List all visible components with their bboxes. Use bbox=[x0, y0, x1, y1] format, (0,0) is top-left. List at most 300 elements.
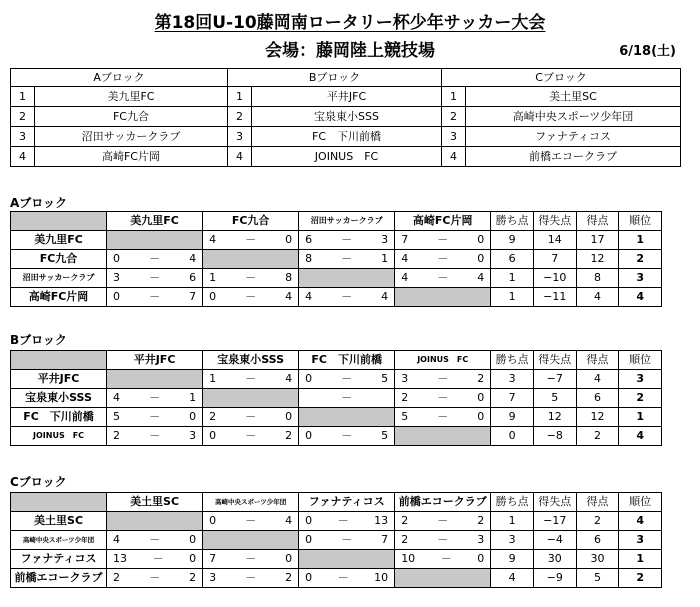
score bbox=[299, 429, 394, 443]
score-cell bbox=[299, 512, 395, 531]
team-name: 宝泉東小SSS bbox=[11, 389, 107, 408]
score-dash: － bbox=[437, 233, 449, 246]
team-name: 平井JFC bbox=[252, 87, 442, 107]
goal-diff: −11 bbox=[533, 288, 576, 307]
rank: 2 bbox=[619, 389, 662, 408]
goals: 12 bbox=[576, 408, 619, 427]
score-cell bbox=[107, 550, 203, 569]
goals-for: 2 bbox=[401, 533, 409, 546]
rank: 2 bbox=[619, 250, 662, 269]
score-dash: － bbox=[437, 410, 449, 423]
goals-against: 1 bbox=[381, 252, 389, 265]
goals-header: 得点 bbox=[576, 351, 619, 370]
block-overview-table bbox=[10, 68, 681, 167]
score bbox=[395, 271, 490, 285]
goals: 17 bbox=[576, 231, 619, 250]
goals-for: 3 bbox=[113, 271, 121, 284]
team-name: 前橋エコークラブ bbox=[466, 147, 681, 167]
venue: 会場：藤岡陸上競技場 bbox=[265, 41, 435, 61]
self-match-cell bbox=[395, 427, 491, 446]
score-dash: － bbox=[341, 233, 353, 246]
self-match-cell bbox=[395, 569, 491, 588]
seed-number: 1 bbox=[228, 87, 252, 107]
goals-against: 6 bbox=[189, 271, 197, 284]
seed-number: 4 bbox=[442, 147, 466, 167]
block-header: Bブロック bbox=[228, 69, 442, 87]
score bbox=[395, 233, 490, 247]
opponent-header: 高崎FC片岡 bbox=[395, 212, 491, 231]
team-name: 高崎FC片岡 bbox=[11, 288, 107, 307]
goals-for: 4 bbox=[113, 391, 121, 404]
score-cell bbox=[107, 389, 203, 408]
score-dash: － bbox=[341, 429, 353, 442]
rank: 1 bbox=[619, 231, 662, 250]
goals-against: 10 bbox=[374, 571, 389, 584]
goal-diff-header: 得失点 bbox=[533, 493, 576, 512]
self-match-cell bbox=[299, 408, 395, 427]
score-cell bbox=[299, 427, 395, 446]
rank: 4 bbox=[619, 512, 662, 531]
score bbox=[107, 429, 202, 443]
score bbox=[299, 252, 394, 266]
team-name: 高崎FC片岡 bbox=[35, 147, 228, 167]
seed-number: 3 bbox=[11, 127, 35, 147]
opponent-header: 沼田サッカークラブ bbox=[299, 212, 395, 231]
goals: 6 bbox=[576, 389, 619, 408]
goals-against: 2 bbox=[477, 514, 485, 527]
points: 1 bbox=[491, 269, 534, 288]
seed-number: 1 bbox=[442, 87, 466, 107]
score-dash: － bbox=[245, 514, 257, 527]
score-dash: － bbox=[437, 372, 449, 385]
block-header: Cブロック bbox=[442, 69, 681, 87]
goals-for: 4 bbox=[113, 533, 121, 546]
team-name: 沼田サッカークラブ bbox=[11, 269, 107, 288]
goals-against: 0 bbox=[477, 252, 485, 265]
results-row bbox=[11, 427, 662, 446]
score-cell bbox=[203, 569, 299, 588]
score bbox=[395, 533, 490, 547]
score-dash: － bbox=[152, 552, 164, 565]
score-dash: － bbox=[245, 429, 257, 442]
goals-against: 1 bbox=[189, 391, 197, 404]
block-header: Aブロック bbox=[11, 69, 228, 87]
goals-for: 0 bbox=[113, 252, 121, 265]
team-name: FC 下川前橋 bbox=[252, 127, 442, 147]
goal-diff: −4 bbox=[533, 531, 576, 550]
goals-for: 4 bbox=[209, 233, 217, 246]
opponent-header: FC 下川前橋 bbox=[299, 351, 395, 370]
score-cell bbox=[395, 531, 491, 550]
results-header-row bbox=[11, 212, 662, 231]
seed-number: 3 bbox=[442, 127, 466, 147]
goals-for: 0 bbox=[305, 429, 313, 442]
corner-cell bbox=[11, 212, 107, 231]
overview-row bbox=[11, 127, 681, 147]
results-row bbox=[11, 250, 662, 269]
goal-diff-header: 得失点 bbox=[533, 351, 576, 370]
rank: 4 bbox=[619, 427, 662, 446]
goals-for: 2 bbox=[113, 571, 121, 584]
opponent-header: 美九里FC bbox=[107, 212, 203, 231]
score-cell bbox=[299, 389, 395, 408]
results-row bbox=[11, 512, 662, 531]
results-row bbox=[11, 370, 662, 389]
opponent-header: 平井JFC bbox=[107, 351, 203, 370]
score-cell bbox=[395, 250, 491, 269]
score-cell bbox=[203, 288, 299, 307]
score-dash: － bbox=[437, 271, 449, 284]
team-name: 高崎中央スポーツ少年団 bbox=[11, 531, 107, 550]
score bbox=[299, 372, 394, 386]
self-match-cell bbox=[107, 370, 203, 389]
score-cell bbox=[203, 370, 299, 389]
goals-against: 3 bbox=[381, 233, 389, 246]
seed-number: 3 bbox=[228, 127, 252, 147]
score-cell bbox=[107, 250, 203, 269]
score-dash: － bbox=[337, 571, 349, 584]
goals: 2 bbox=[576, 512, 619, 531]
seed-number: 4 bbox=[228, 147, 252, 167]
score-cell bbox=[107, 569, 203, 588]
goal-diff: 14 bbox=[533, 231, 576, 250]
rank: 3 bbox=[619, 269, 662, 288]
goals-for: 0 bbox=[209, 290, 217, 303]
score bbox=[203, 552, 298, 566]
goal-diff: −8 bbox=[533, 427, 576, 446]
goals-against: 0 bbox=[477, 233, 485, 246]
goals-for: 10 bbox=[401, 552, 416, 565]
score-cell bbox=[299, 531, 395, 550]
goal-diff: −17 bbox=[533, 512, 576, 531]
score bbox=[107, 391, 202, 405]
score-dash: － bbox=[245, 290, 257, 303]
score bbox=[203, 290, 298, 304]
score-cell bbox=[107, 427, 203, 446]
score-dash: － bbox=[149, 533, 161, 546]
goals-for: 6 bbox=[305, 233, 313, 246]
score-dash: － bbox=[341, 290, 353, 303]
points-header: 勝ち点 bbox=[491, 351, 534, 370]
points: 1 bbox=[491, 288, 534, 307]
block-b-results bbox=[10, 350, 662, 446]
score-dash: － bbox=[437, 391, 449, 404]
points: 9 bbox=[491, 408, 534, 427]
score bbox=[203, 571, 298, 585]
goals-against: 0 bbox=[285, 233, 293, 246]
score bbox=[203, 372, 298, 386]
goals: 12 bbox=[576, 250, 619, 269]
goal-diff: −7 bbox=[533, 370, 576, 389]
goals-for: 13 bbox=[113, 552, 128, 565]
team-name: FC九合 bbox=[11, 250, 107, 269]
goal-diff: −9 bbox=[533, 569, 576, 588]
team-name: 美土里SC bbox=[11, 512, 107, 531]
score bbox=[203, 271, 298, 285]
goals-for: 8 bbox=[305, 252, 313, 265]
goals-against: 0 bbox=[189, 552, 197, 565]
goals-for: 2 bbox=[401, 391, 409, 404]
score bbox=[107, 271, 202, 285]
score-dash: － bbox=[437, 514, 449, 527]
score-cell bbox=[203, 512, 299, 531]
goals-for: 7 bbox=[401, 233, 409, 246]
results-row bbox=[11, 408, 662, 427]
score-dash: － bbox=[341, 252, 353, 265]
points: 7 bbox=[491, 389, 534, 408]
score bbox=[395, 372, 490, 386]
goal-diff: 7 bbox=[533, 250, 576, 269]
points-header: 勝ち点 bbox=[491, 493, 534, 512]
goals: 6 bbox=[576, 531, 619, 550]
score bbox=[107, 533, 202, 547]
goals-for: 0 bbox=[305, 571, 313, 584]
opponent-header: ファナティコス bbox=[299, 493, 395, 512]
score-dash: － bbox=[437, 252, 449, 265]
goals-against: 2 bbox=[477, 372, 485, 385]
overview-header-row bbox=[11, 69, 681, 87]
score-dash: － bbox=[245, 233, 257, 246]
goals-for: 3 bbox=[401, 372, 409, 385]
score bbox=[107, 290, 202, 304]
goals-for: 0 bbox=[113, 290, 121, 303]
goals-against: 7 bbox=[381, 533, 389, 546]
goals-against: 0 bbox=[285, 552, 293, 565]
goals-against: 4 bbox=[381, 290, 389, 303]
opponent-header: JOINUS FC bbox=[395, 351, 491, 370]
goals: 2 bbox=[576, 427, 619, 446]
goals: 4 bbox=[576, 370, 619, 389]
score-cell bbox=[395, 550, 491, 569]
goals-against: 2 bbox=[189, 571, 197, 584]
score-dash: － bbox=[149, 391, 161, 404]
score bbox=[107, 552, 202, 566]
self-match-cell bbox=[203, 531, 299, 550]
points: 3 bbox=[491, 531, 534, 550]
score-cell bbox=[107, 288, 203, 307]
overview-row bbox=[11, 147, 681, 167]
goals-against: 5 bbox=[381, 372, 389, 385]
rank-header: 順位 bbox=[619, 212, 662, 231]
goals-for: 1 bbox=[209, 271, 217, 284]
score bbox=[299, 514, 394, 528]
corner-cell bbox=[11, 493, 107, 512]
rank: 2 bbox=[619, 569, 662, 588]
team-name: 美九里FC bbox=[11, 231, 107, 250]
goals-against: 0 bbox=[189, 533, 197, 546]
rank: 1 bbox=[619, 408, 662, 427]
score-cell bbox=[395, 269, 491, 288]
goals-for: 2 bbox=[401, 514, 409, 527]
goals-against: 4 bbox=[477, 271, 485, 284]
goals-for: 3 bbox=[209, 571, 217, 584]
score bbox=[395, 552, 490, 566]
score-cell bbox=[395, 512, 491, 531]
score-dash: － bbox=[440, 552, 452, 565]
goals: 4 bbox=[576, 288, 619, 307]
goals-against: 5 bbox=[381, 429, 389, 442]
score bbox=[395, 410, 490, 424]
team-name: 沼田サッカークラブ bbox=[35, 127, 228, 147]
score-dash: － bbox=[149, 271, 161, 284]
score-cell bbox=[107, 408, 203, 427]
points: 4 bbox=[491, 569, 534, 588]
self-match-cell bbox=[107, 512, 203, 531]
results-row bbox=[11, 288, 662, 307]
team-name: 美九里FC bbox=[35, 87, 228, 107]
results-row bbox=[11, 531, 662, 550]
goals-for: 4 bbox=[401, 271, 409, 284]
goals-against: 0 bbox=[285, 410, 293, 423]
score bbox=[107, 571, 202, 585]
self-match-cell bbox=[299, 269, 395, 288]
team-name: FC 下川前橋 bbox=[11, 408, 107, 427]
goals: 5 bbox=[576, 569, 619, 588]
score-dash: － bbox=[245, 571, 257, 584]
rank: 4 bbox=[619, 288, 662, 307]
score bbox=[203, 233, 298, 247]
score bbox=[107, 410, 202, 424]
seed-number: 2 bbox=[442, 107, 466, 127]
score-cell bbox=[395, 389, 491, 408]
goals-against: 7 bbox=[189, 290, 197, 303]
self-match-cell bbox=[299, 550, 395, 569]
goal-diff-header: 得失点 bbox=[533, 212, 576, 231]
points-header: 勝ち点 bbox=[491, 212, 534, 231]
goals-against: 0 bbox=[477, 410, 485, 423]
opponent-header: 宝泉東小SSS bbox=[203, 351, 299, 370]
goals-against: 0 bbox=[477, 552, 485, 565]
score-dash: － bbox=[341, 533, 353, 546]
goals-header: 得点 bbox=[576, 493, 619, 512]
team-name: 宝泉東小SSS bbox=[252, 107, 442, 127]
results-row bbox=[11, 231, 662, 250]
goals-for: 5 bbox=[401, 410, 409, 423]
score bbox=[299, 391, 394, 405]
score-cell bbox=[395, 370, 491, 389]
block-b-label: Bブロック bbox=[10, 333, 67, 347]
team-name: ファナティコス bbox=[466, 127, 681, 147]
score-dash: － bbox=[245, 410, 257, 423]
goal-diff: 30 bbox=[533, 550, 576, 569]
score-cell bbox=[203, 269, 299, 288]
points: 6 bbox=[491, 250, 534, 269]
goals-against: 4 bbox=[189, 252, 197, 265]
goals-against: 3 bbox=[477, 533, 485, 546]
goal-diff: −10 bbox=[533, 269, 576, 288]
score-cell bbox=[299, 370, 395, 389]
rank-header: 順位 bbox=[619, 493, 662, 512]
match-date: 6/18(土) bbox=[619, 44, 676, 59]
overview-row bbox=[11, 107, 681, 127]
score bbox=[299, 533, 394, 547]
score-dash: － bbox=[245, 372, 257, 385]
rank-header: 順位 bbox=[619, 351, 662, 370]
score-dash: － bbox=[341, 372, 353, 385]
goals-against: 2 bbox=[285, 571, 293, 584]
points: 1 bbox=[491, 512, 534, 531]
score-dash: － bbox=[341, 391, 353, 404]
goals-for: 0 bbox=[305, 514, 313, 527]
team-name: 高崎中央スポーツ少年団 bbox=[466, 107, 681, 127]
team-name: FC九合 bbox=[35, 107, 228, 127]
goal-diff: 5 bbox=[533, 389, 576, 408]
block-c-label: Cブロック bbox=[10, 475, 67, 489]
goals-against: 4 bbox=[285, 290, 293, 303]
team-name: 前橋エコークラブ bbox=[11, 569, 107, 588]
score-cell bbox=[203, 550, 299, 569]
goals-against: 3 bbox=[189, 429, 197, 442]
goals-for: 7 bbox=[209, 552, 217, 565]
score-cell bbox=[203, 408, 299, 427]
goals-against: 0 bbox=[189, 410, 197, 423]
goals-for: 2 bbox=[113, 429, 121, 442]
results-row bbox=[11, 269, 662, 288]
overview-row bbox=[11, 87, 681, 107]
team-name: ファナティコス bbox=[11, 550, 107, 569]
opponent-header: 美土里SC bbox=[107, 493, 203, 512]
score bbox=[299, 233, 394, 247]
seed-number: 2 bbox=[11, 107, 35, 127]
goals-against: 0 bbox=[477, 391, 485, 404]
score-cell bbox=[299, 231, 395, 250]
results-header-row bbox=[11, 351, 662, 370]
results-row bbox=[11, 550, 662, 569]
goals-against: 13 bbox=[374, 514, 389, 527]
goals-for: 4 bbox=[305, 290, 313, 303]
self-match-cell bbox=[203, 389, 299, 408]
score-dash: － bbox=[149, 290, 161, 303]
score-dash: － bbox=[149, 252, 161, 265]
score bbox=[395, 391, 490, 405]
opponent-header: FC九合 bbox=[203, 212, 299, 231]
goals-for: 0 bbox=[305, 372, 313, 385]
goals-for: 0 bbox=[209, 514, 217, 527]
block-a-label: Aブロック bbox=[10, 196, 68, 210]
block-c-results bbox=[10, 492, 662, 588]
points: 9 bbox=[491, 231, 534, 250]
tournament-title: 第18回U-10藤岡南ロータリー杯少年サッカー大会 bbox=[154, 13, 546, 33]
opponent-header: 高崎中央スポーツ少年団 bbox=[203, 493, 299, 512]
seed-number: 2 bbox=[228, 107, 252, 127]
goals-for: 2 bbox=[209, 410, 217, 423]
score-dash: － bbox=[149, 429, 161, 442]
self-match-cell bbox=[395, 288, 491, 307]
goals-against: 4 bbox=[285, 372, 293, 385]
score bbox=[203, 514, 298, 528]
score-cell bbox=[395, 231, 491, 250]
score-dash: － bbox=[149, 571, 161, 584]
score-dash: － bbox=[437, 533, 449, 546]
seed-number: 1 bbox=[11, 87, 35, 107]
score-cell bbox=[203, 231, 299, 250]
score-cell bbox=[299, 288, 395, 307]
goals: 30 bbox=[576, 550, 619, 569]
score-dash: － bbox=[245, 271, 257, 284]
self-match-cell bbox=[203, 250, 299, 269]
goals-against: 4 bbox=[285, 514, 293, 527]
score bbox=[299, 290, 394, 304]
score-dash: － bbox=[245, 552, 257, 565]
score-cell bbox=[107, 269, 203, 288]
score bbox=[203, 429, 298, 443]
self-match-cell bbox=[107, 231, 203, 250]
goals-header: 得点 bbox=[576, 212, 619, 231]
score bbox=[107, 252, 202, 266]
goals-against: 8 bbox=[285, 271, 293, 284]
goals: 8 bbox=[576, 269, 619, 288]
opponent-header: 前橋エコークラブ bbox=[395, 493, 491, 512]
